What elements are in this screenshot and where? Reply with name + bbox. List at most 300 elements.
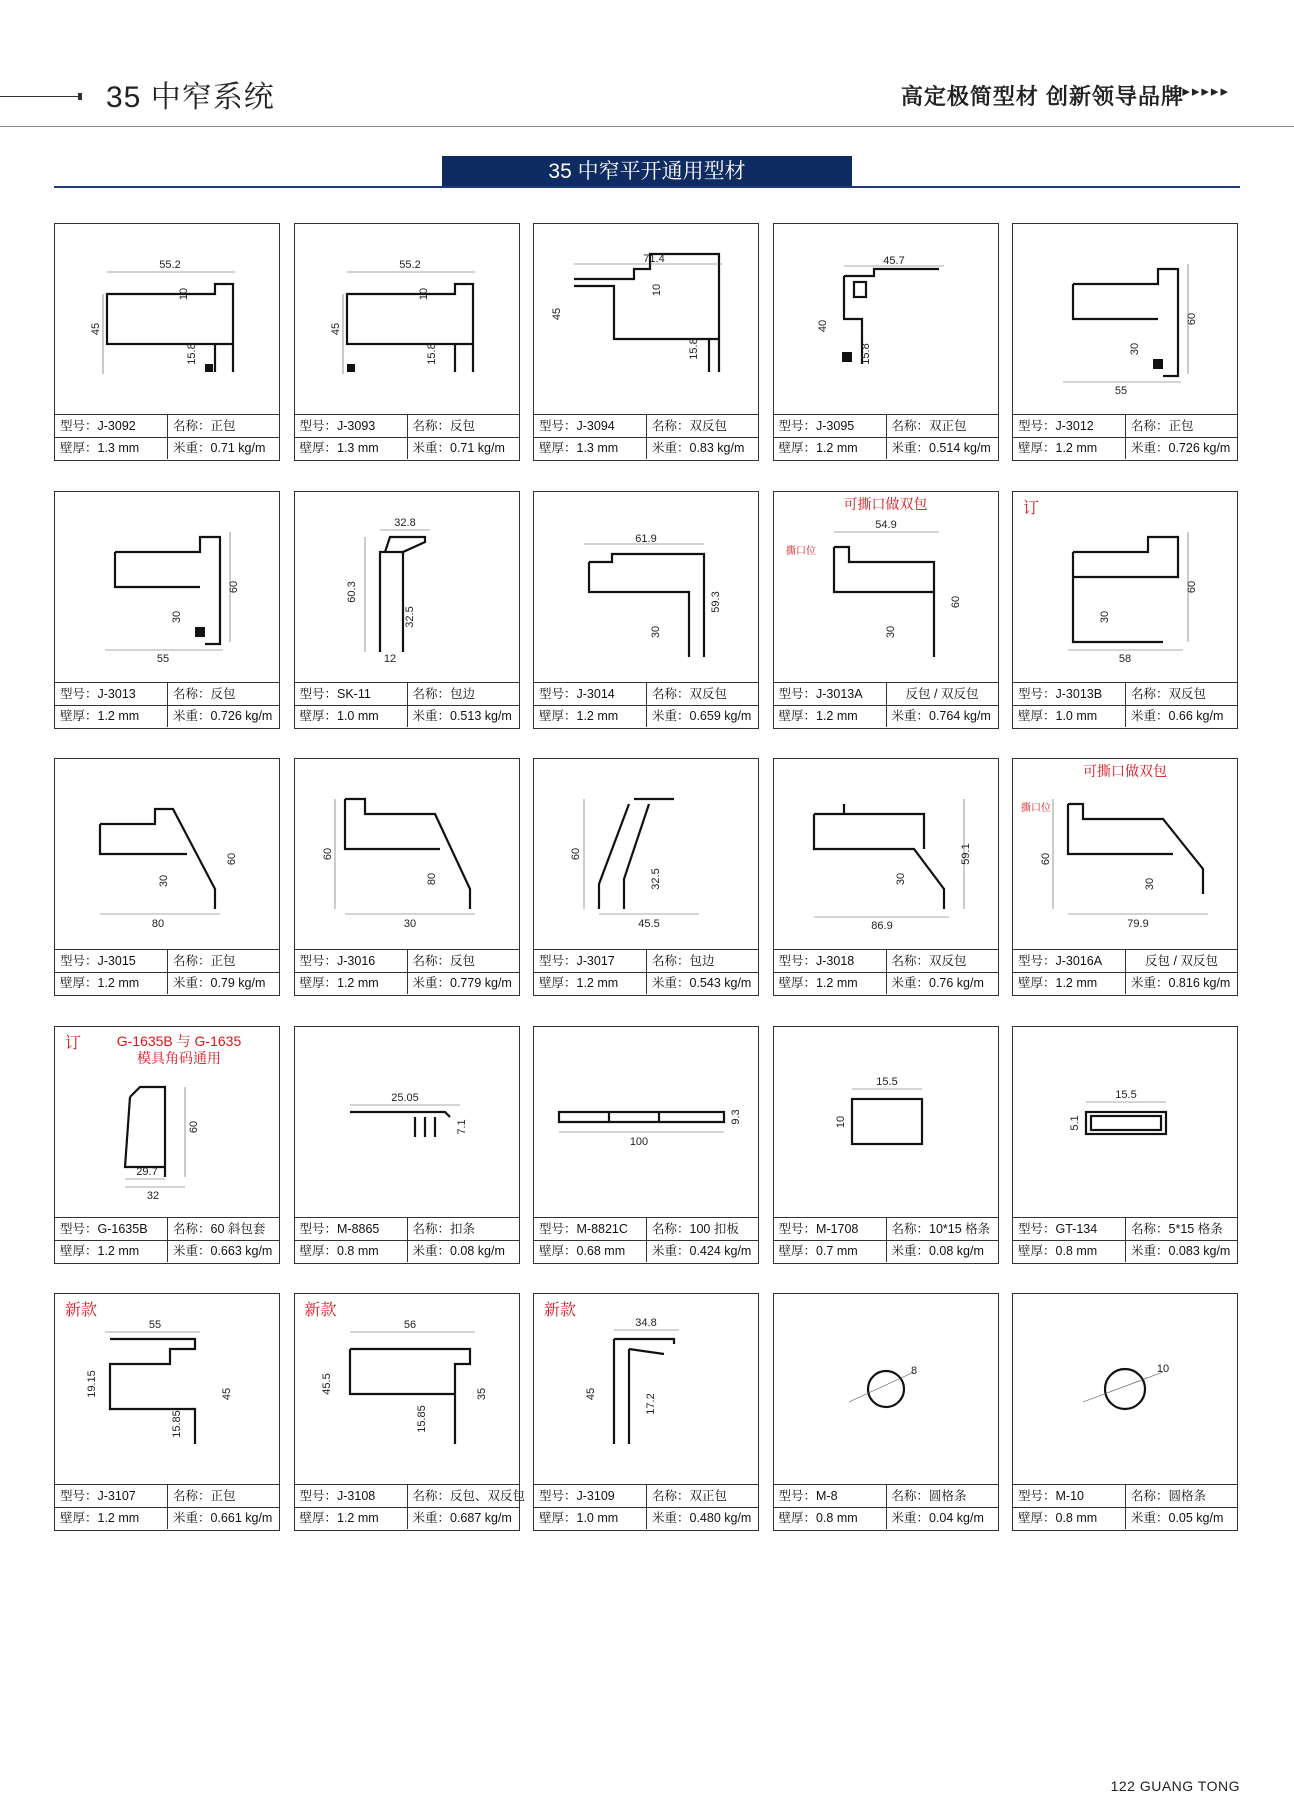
wall-thickness: 壁厚：1.3 mm	[299, 441, 379, 455]
wall-thickness: 壁厚：1.2 mm	[60, 1243, 140, 1258]
spec-row	[295, 705, 519, 727]
profile-cross-section	[774, 224, 997, 414]
svg-text:撕口位: 撕口位	[1021, 803, 1051, 814]
svg-text:15.8: 15.8	[425, 343, 438, 365]
model-number: 型号：M-8865	[299, 1221, 380, 1236]
svg-text:60: 60	[321, 847, 334, 861]
svg-text:80: 80	[425, 872, 438, 886]
spec-row	[55, 1485, 279, 1508]
wall-thickness: 壁厚：1.0 mm	[299, 708, 379, 723]
profile-card	[1012, 758, 1238, 996]
profile-name: 名称：5*15 格条	[1125, 1218, 1237, 1240]
model-number: 型号：J-3095	[778, 419, 855, 433]
spec-row	[295, 1507, 519, 1529]
profile-spec-table	[1013, 949, 1237, 995]
spec-row	[534, 415, 758, 438]
svg-text:30: 30	[403, 918, 416, 930]
svg-text:45: 45	[551, 307, 563, 321]
profile-card	[294, 223, 520, 461]
svg-text:55: 55	[156, 652, 170, 665]
page-title: 35 中窄系统	[106, 81, 275, 114]
profile-cross-section	[1013, 492, 1236, 682]
profile-name: 名称：包边	[646, 950, 758, 972]
spec-row	[1013, 705, 1237, 727]
spec-row	[1013, 950, 1237, 973]
weight-per-meter: 米重：0.05 kg/m	[1125, 1507, 1237, 1529]
weight-per-meter: 米重：0.764 kg/m	[886, 705, 998, 727]
svg-text:撕口位: 撕口位	[785, 545, 816, 557]
profile-drawing	[774, 759, 997, 949]
profile-spec-table	[534, 682, 758, 728]
svg-text:7.1: 7.1	[455, 1118, 468, 1135]
profile-cross-section	[55, 1294, 278, 1484]
spec-row	[55, 1218, 279, 1241]
profile-drawing	[1013, 1294, 1236, 1484]
model-number: 型号：J-3017	[539, 954, 615, 968]
profile-card	[54, 758, 280, 996]
svg-text:59.3: 59.3	[710, 590, 722, 613]
profile-cross-section	[534, 1294, 757, 1484]
profile-card	[294, 1293, 526, 1531]
spec-row	[774, 415, 998, 438]
profile-spec-table	[534, 1217, 758, 1263]
spec-row	[1013, 972, 1237, 994]
profile-spec-table	[295, 1484, 526, 1530]
spec-row	[1013, 437, 1237, 459]
profile-cross-section	[534, 224, 757, 414]
red-note: 订	[65, 1034, 82, 1052]
spec-row	[295, 972, 519, 994]
profile-card	[773, 758, 999, 996]
spec-row	[534, 683, 758, 706]
profile-drawing	[55, 224, 278, 414]
profile-drawing	[295, 1027, 518, 1217]
red-note: 订	[1023, 499, 1040, 517]
spec-row	[534, 437, 758, 459]
svg-text:80: 80	[151, 918, 165, 930]
profile-drawing	[534, 492, 757, 682]
profile-card	[533, 491, 759, 729]
profile-cross-section	[295, 1027, 518, 1217]
profile-name: 名称：正包	[167, 1485, 279, 1507]
svg-text:12: 12	[383, 652, 396, 665]
profile-cross-section	[55, 224, 278, 414]
profile-drawing	[55, 759, 278, 949]
profile-spec-table	[55, 682, 279, 728]
profile-name: 名称：双反包	[646, 415, 758, 437]
svg-text:60: 60	[949, 595, 962, 608]
profile-name: 名称：反包、双反包	[407, 1485, 519, 1507]
spec-row	[55, 705, 279, 727]
spec-row	[774, 437, 998, 459]
spec-row	[534, 1240, 758, 1262]
spec-row	[55, 1507, 279, 1529]
svg-text:32.5: 32.5	[403, 605, 416, 628]
svg-text:17.2: 17.2	[645, 1393, 657, 1415]
svg-text:55.2: 55.2	[159, 259, 181, 271]
svg-text:34.8: 34.8	[635, 1317, 657, 1329]
wall-thickness: 壁厚：1.2 mm	[60, 1511, 140, 1525]
profile-cross-section	[774, 1027, 997, 1217]
model-number: 型号：J-3013B	[1018, 686, 1103, 701]
profile-spec-table	[1013, 414, 1237, 460]
weight-per-meter: 米重：0.66 kg/m	[1125, 705, 1237, 727]
spec-row	[55, 1240, 279, 1262]
red-note: 新款	[65, 1302, 98, 1319]
svg-text:60: 60	[1040, 852, 1052, 866]
spec-row	[774, 1507, 998, 1529]
arrow-icons: ▸▸▸▸▸	[1182, 83, 1230, 100]
profile-spec-table	[295, 1217, 519, 1263]
profile-drawing	[534, 1294, 757, 1484]
profile-card	[533, 223, 759, 461]
svg-text:60: 60	[570, 847, 582, 861]
profile-drawing	[295, 224, 518, 414]
spec-row	[774, 950, 998, 973]
svg-text:60: 60	[228, 580, 240, 593]
profile-cross-section	[55, 759, 278, 949]
red-note: 可撕口做双包	[843, 495, 928, 512]
weight-per-meter: 米重：0.71 kg/m	[167, 437, 279, 459]
wall-thickness: 壁厚：1.2 mm	[778, 708, 858, 723]
header-line-dot	[78, 93, 82, 100]
profile-card	[54, 491, 280, 729]
spec-row	[55, 683, 279, 706]
profile-name: 名称：正包	[167, 950, 279, 972]
wall-thickness: 壁厚：0.8 mm	[1018, 1243, 1098, 1258]
spec-row	[55, 437, 279, 459]
svg-text:71.4: 71.4	[643, 253, 665, 265]
profile-spec-table	[295, 414, 519, 460]
profile-spec-table	[295, 949, 519, 995]
svg-text:45: 45	[329, 322, 342, 336]
profile-cross-section	[774, 759, 997, 949]
profile-spec-table	[774, 949, 998, 995]
profile-name: 名称：圆格条	[886, 1485, 998, 1507]
profile-drawing	[55, 492, 278, 682]
profile-spec-table	[774, 682, 998, 728]
profile-card	[54, 1026, 280, 1264]
svg-text:9.3: 9.3	[730, 1108, 742, 1125]
wall-thickness: 壁厚：0.68 mm	[539, 1243, 626, 1258]
profile-name: 名称：双反包	[886, 950, 998, 972]
svg-text:45.7: 45.7	[882, 255, 905, 267]
profile-card	[1012, 223, 1238, 461]
svg-text:30: 30	[171, 610, 183, 623]
svg-text:15.85: 15.85	[415, 1405, 428, 1433]
weight-per-meter: 米重：0.513 kg/m	[407, 705, 519, 727]
svg-text:15.5: 15.5	[1115, 1088, 1137, 1101]
weight-per-meter: 米重：0.659 kg/m	[646, 705, 758, 727]
wall-thickness: 壁厚：1.2 mm	[778, 976, 858, 990]
wall-thickness: 壁厚：0.8 mm	[1018, 1511, 1098, 1525]
red-note: 新款	[544, 1302, 577, 1319]
model-number: 型号：J-3012	[1018, 419, 1094, 433]
svg-text:19.15: 19.15	[86, 1370, 98, 1398]
profile-drawing	[774, 224, 997, 414]
svg-text:60: 60	[188, 1120, 200, 1133]
profile-name: 名称：包边	[407, 683, 519, 705]
profile-drawing	[295, 492, 518, 682]
svg-text:60: 60	[1186, 312, 1198, 326]
profile-card	[533, 1026, 759, 1264]
profile-drawing	[534, 759, 757, 949]
weight-per-meter: 米重：0.480 kg/m	[646, 1507, 758, 1529]
svg-text:8: 8	[910, 1365, 917, 1377]
spec-row	[1013, 1485, 1237, 1508]
spec-row	[295, 1485, 526, 1508]
profile-spec-table	[774, 1217, 998, 1263]
profile-drawing	[534, 224, 757, 414]
svg-text:61.9: 61.9	[635, 532, 657, 545]
svg-text:55: 55	[148, 1319, 162, 1331]
svg-text:32: 32	[146, 1189, 160, 1202]
profile-spec-table	[534, 949, 758, 995]
wall-thickness: 壁厚：0.8 mm	[299, 1243, 379, 1258]
model-number: 型号：J-3013	[60, 686, 136, 701]
profile-drawing	[534, 1027, 757, 1217]
spec-row	[295, 1218, 519, 1241]
profile-cross-section	[1013, 1294, 1236, 1484]
profile-drawing	[295, 759, 518, 949]
profile-drawing	[774, 492, 997, 682]
model-number: 型号：GT-134	[1018, 1221, 1098, 1236]
spec-row	[295, 1240, 519, 1262]
profile-card	[773, 1293, 999, 1531]
model-number: 型号：J-3093	[299, 419, 376, 433]
profile-name: 反包 / 双反包	[886, 683, 998, 705]
profile-card	[773, 1026, 999, 1264]
model-number: 型号：J-3094	[539, 419, 615, 433]
wall-thickness: 壁厚：1.2 mm	[1018, 976, 1098, 990]
svg-text:60: 60	[1186, 580, 1198, 593]
svg-text:15.5: 15.5	[875, 1075, 898, 1088]
svg-text:35: 35	[475, 1387, 488, 1401]
svg-text:30: 30	[894, 872, 907, 886]
svg-text:10: 10	[417, 287, 430, 301]
profile-cross-section	[534, 492, 757, 682]
spec-row	[55, 415, 279, 438]
svg-text:15.8: 15.8	[859, 343, 872, 365]
profile-cross-section	[534, 1027, 757, 1217]
spec-row	[295, 683, 519, 706]
profile-name: 名称：反包	[407, 415, 519, 437]
spec-row	[774, 972, 998, 994]
spec-row	[1013, 415, 1237, 438]
svg-text:30: 30	[1129, 342, 1141, 356]
profile-cross-section	[1013, 759, 1236, 949]
profile-spec-table	[774, 414, 998, 460]
weight-per-meter: 米重：0.08 kg/m	[886, 1240, 998, 1262]
weight-per-meter: 米重：0.687 kg/m	[407, 1507, 519, 1529]
profile-spec-table	[1013, 682, 1237, 728]
profile-cross-section	[295, 224, 518, 414]
profile-cross-section	[295, 492, 518, 682]
brand-slogan: 高定极简型材 创新领导品牌	[900, 84, 1184, 109]
svg-text:30: 30	[1099, 610, 1111, 623]
profile-card	[54, 223, 280, 461]
profile-cross-section	[774, 1294, 997, 1484]
wall-thickness: 壁厚：1.2 mm	[60, 976, 140, 990]
profile-card	[294, 758, 520, 996]
profile-drawing	[1013, 492, 1236, 682]
profile-spec-table	[534, 414, 758, 460]
svg-text:10: 10	[651, 283, 663, 297]
profile-name: 名称：正包	[1125, 415, 1237, 437]
section-rule	[54, 186, 1240, 188]
profile-card	[773, 223, 999, 461]
model-number: 型号：M-8	[778, 1489, 838, 1503]
spec-row	[534, 972, 758, 994]
svg-text:29.7: 29.7	[136, 1165, 158, 1178]
profile-spec-table	[774, 1484, 998, 1530]
svg-text:40: 40	[816, 319, 829, 333]
svg-text:5.1: 5.1	[1069, 1114, 1081, 1131]
model-number: 型号：J-3014	[539, 686, 615, 701]
spec-row	[1013, 1218, 1237, 1241]
profile-name: 名称：反包	[407, 950, 519, 972]
model-number: 型号：G-1635B	[60, 1221, 148, 1236]
weight-per-meter: 米重：0.424 kg/m	[646, 1240, 758, 1262]
spec-row	[295, 437, 519, 459]
profile-card	[294, 1026, 520, 1264]
svg-text:100: 100	[629, 1135, 649, 1148]
spec-row	[1013, 1240, 1237, 1262]
weight-per-meter: 米重：0.76 kg/m	[886, 972, 998, 994]
wall-thickness: 壁厚：1.2 mm	[299, 976, 379, 990]
model-number: 型号：M-1708	[778, 1221, 859, 1236]
svg-text:30: 30	[158, 874, 170, 888]
wall-thickness: 壁厚：1.3 mm	[60, 441, 140, 455]
svg-text:10: 10	[834, 1115, 847, 1128]
model-number: 型号：J-3013A	[778, 686, 863, 701]
spec-row	[534, 1218, 758, 1241]
page-number: 122	[1110, 1778, 1136, 1794]
mold-note: G-1635B 与 G-1635 模具角码通用	[116, 1032, 242, 1066]
profile-name: 名称：双正包	[886, 415, 998, 437]
svg-text:45: 45	[221, 1387, 233, 1401]
model-number: 型号：J-3109	[539, 1489, 615, 1503]
weight-per-meter: 米重：0.543 kg/m	[646, 972, 758, 994]
profile-card	[1012, 1026, 1238, 1264]
profile-cross-section	[55, 492, 278, 682]
profile-name: 名称：60 斜包套	[167, 1218, 279, 1240]
wall-thickness: 壁厚：1.2 mm	[1018, 441, 1098, 455]
profile-spec-table	[534, 1484, 758, 1530]
svg-text:15.8: 15.8	[186, 343, 198, 365]
profile-card	[54, 1293, 280, 1531]
spec-row	[295, 415, 519, 438]
weight-per-meter: 米重：0.04 kg/m	[886, 1507, 998, 1529]
profile-spec-table	[1013, 1217, 1237, 1263]
model-number: 型号：J-3016A	[1018, 954, 1103, 968]
spec-row	[55, 972, 279, 994]
profile-spec-table	[55, 1217, 279, 1263]
weight-per-meter: 米重：0.08 kg/m	[407, 1240, 519, 1262]
model-number: 型号：SK-11	[299, 686, 371, 701]
model-number: 型号：J-3015	[60, 954, 136, 968]
spec-row	[55, 950, 279, 973]
svg-text:15.8: 15.8	[688, 338, 700, 360]
profile-spec-table	[295, 682, 519, 728]
spec-row	[774, 683, 998, 706]
profile-cross-section	[774, 492, 997, 682]
profile-name: 名称：反包	[167, 683, 279, 705]
weight-per-meter: 米重：0.726 kg/m	[1125, 437, 1237, 459]
weight-per-meter: 米重：0.779 kg/m	[407, 972, 519, 994]
profile-spec-table	[55, 1484, 279, 1530]
svg-text:79.9: 79.9	[1127, 918, 1149, 930]
profile-name: 名称：10*15 格条	[886, 1218, 998, 1240]
svg-text:45.5: 45.5	[638, 918, 660, 930]
profile-name: 名称：扣条	[407, 1218, 519, 1240]
svg-text:55: 55	[1114, 385, 1128, 397]
profile-drawing	[295, 1294, 518, 1484]
svg-text:15.85: 15.85	[171, 1410, 183, 1438]
weight-per-meter: 米重：0.816 kg/m	[1125, 972, 1237, 994]
profile-name: 名称：圆格条	[1125, 1485, 1237, 1507]
page-footer	[1111, 1778, 1240, 1794]
model-number: 型号：J-3092	[60, 419, 136, 433]
profile-card	[294, 491, 520, 729]
svg-text:30: 30	[884, 625, 897, 638]
profile-drawing	[1013, 759, 1236, 949]
weight-per-meter: 米重：0.71 kg/m	[407, 437, 519, 459]
weight-per-meter: 米重：0.661 kg/m	[167, 1507, 279, 1529]
profile-card	[773, 491, 999, 729]
brand-name: GUANG TONG	[1139, 1778, 1240, 1794]
svg-text:45.5: 45.5	[320, 1373, 333, 1395]
profile-card	[533, 1293, 759, 1531]
red-note: 可撕口做双包	[1083, 763, 1167, 779]
model-number: 型号：J-3016	[299, 954, 376, 968]
model-number: 型号：J-3108	[299, 1489, 376, 1503]
profile-name: 名称：双反包	[1125, 683, 1237, 705]
svg-text:55.2: 55.2	[398, 259, 421, 271]
profile-drawing	[1013, 224, 1236, 414]
svg-text:32.5: 32.5	[650, 868, 662, 890]
svg-text:45: 45	[585, 1387, 597, 1401]
weight-per-meter: 米重：0.83 kg/m	[646, 437, 758, 459]
header-rule	[0, 126, 1294, 127]
spec-row	[534, 1485, 758, 1508]
profile-cross-section	[534, 759, 757, 949]
profile-name: 名称：正包	[167, 415, 279, 437]
svg-text:45: 45	[90, 322, 102, 336]
model-number: 型号：J-3018	[778, 954, 855, 968]
svg-text:58: 58	[1118, 652, 1132, 665]
profile-name: 反包 / 双反包	[1125, 950, 1237, 972]
spec-row	[1013, 683, 1237, 706]
wall-thickness: 壁厚：1.3 mm	[539, 441, 619, 455]
weight-per-meter: 米重：0.663 kg/m	[167, 1240, 279, 1262]
profile-drawing	[774, 1294, 997, 1484]
weight-per-meter: 米重：0.79 kg/m	[167, 972, 279, 994]
svg-text:56: 56	[403, 1319, 416, 1331]
svg-text:30: 30	[650, 625, 662, 638]
svg-text:10: 10	[178, 287, 190, 301]
profile-card	[533, 758, 759, 996]
svg-text:30: 30	[1144, 877, 1156, 891]
profile-card	[1012, 1293, 1238, 1531]
profile-cross-section	[295, 759, 518, 949]
spec-row	[534, 950, 758, 973]
weight-per-meter: 米重：0.726 kg/m	[167, 705, 279, 727]
header-line	[0, 96, 82, 97]
svg-text:59.1: 59.1	[959, 843, 972, 865]
wall-thickness: 壁厚：1.0 mm	[1018, 708, 1098, 723]
wall-thickness: 壁厚：1.2 mm	[539, 976, 619, 990]
